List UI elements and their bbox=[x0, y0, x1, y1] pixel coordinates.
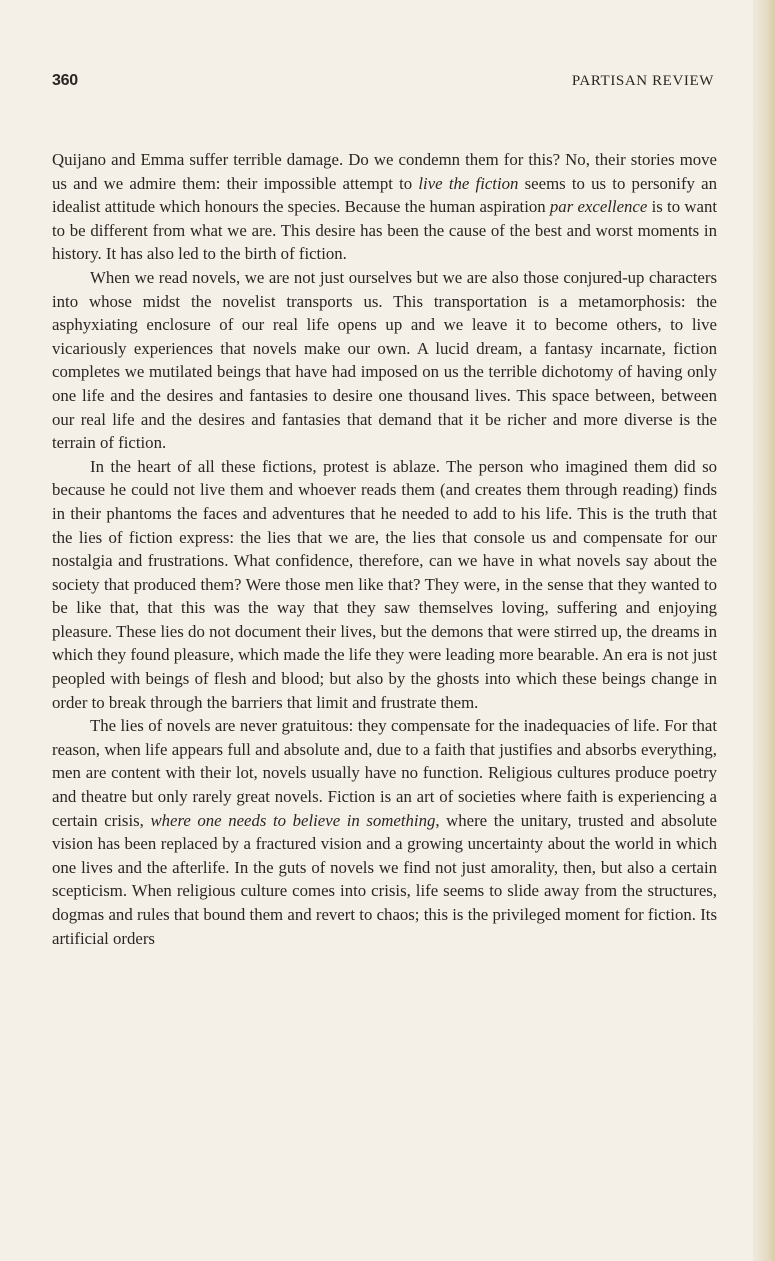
paragraph bbox=[52, 455, 717, 715]
text-segment: When we read novels, we are not just ourselves but we are also those conjured-up characters into whose midst the novelist transports us. This transportation is a metamorphosis: the asphyxiating enclosure of our real life opens up and we leave it to become others, to live vicariously experiences that novels make our own. A lucid dream, a fantasy incarnate, fiction completes we mutilated beings that have had imposed on us the terrible dichotomy of having only one life and the desires and fantasies to desire one thousand lives. This space between, between our real life and the desires and fantasies that demand that it be richer and more diverse is the terrain of fiction. bbox=[52, 267, 717, 453]
page-number: 360 bbox=[52, 72, 78, 89]
text-segment: In the heart of all these fictions, protest is ablaze. The person who imagined them did so because he could not live them and whoever reads them (and creates them through reading) finds in their phantoms the faces and adventures that he needed to add to his life. This is the truth that the lies of fiction express: the lies that we are, the lies that console us and compensate for our nostalgia and frustrations. What confidence, therefore, can we have in what novels say about the society that produced them? Were those men like that? They were, in the sense that they wanted to be like that, that this was the way that they saw themselves loving, suffering and enjoying pleasure. These lies do not document their lives, but the demons that were stirred up, the dreams in which they found pleasure, which made the life they were leading more bearable. An era is not just peopled with beings of flesh and blood; but also by the ghosts into which these beings change in order to break through the barriers that limit and frustrate them. bbox=[52, 456, 717, 712]
paragraph bbox=[52, 148, 717, 266]
italic-phrase: par excellence bbox=[549, 197, 648, 217]
running-head bbox=[52, 72, 714, 96]
text-segment: Quijano and Emma suffer terrible damage. Do we condemn them for this? No, their stories move us and we admire them: their impossible attempt to bbox=[52, 150, 717, 193]
paragraph bbox=[52, 714, 717, 950]
article-body bbox=[52, 148, 717, 950]
paragraph bbox=[52, 266, 717, 455]
text-segment: , where the unitary, trusted and absolute vision has been replaced by a fractured vision and a growing uncertainty about the world in which one lives and the afterlife. In the guts of novels we find not just amorality, then, but also a certain scepticism. When religious culture comes into crisis, life seems to slide away from the structures, dogmas and rules that bound them and revert to chaos; this is the privileged moment for fiction. Its artificial orders bbox=[52, 810, 717, 948]
text-segment: is to want to be different from what we are. This desire has been the cause of the best and worst moments in history. It has also led to the birth of fiction. bbox=[52, 197, 717, 264]
journal-title: PARTISAN REVIEW bbox=[571, 73, 714, 89]
italic-phrase: where one needs to believe in something bbox=[150, 810, 436, 830]
page-edge-shadow bbox=[753, 0, 775, 1261]
text-segment: seems to us to personify an idealist attitude which honours the species. Because the human aspiration bbox=[52, 173, 718, 217]
italic-phrase: live the fiction bbox=[418, 173, 519, 193]
text-segment: The lies of novels are never gratuitous: they compensate for the inadequacies of life. For that reason, when life appears full and absolute and, due to a faith that justifies and absorbs everything, men are content with their lot, novels usually have no function. Religious cultures produce poetry and theatre but only rarely great novels. Fiction is an art of societies where faith is experiencing a certain crisis, bbox=[52, 716, 717, 830]
